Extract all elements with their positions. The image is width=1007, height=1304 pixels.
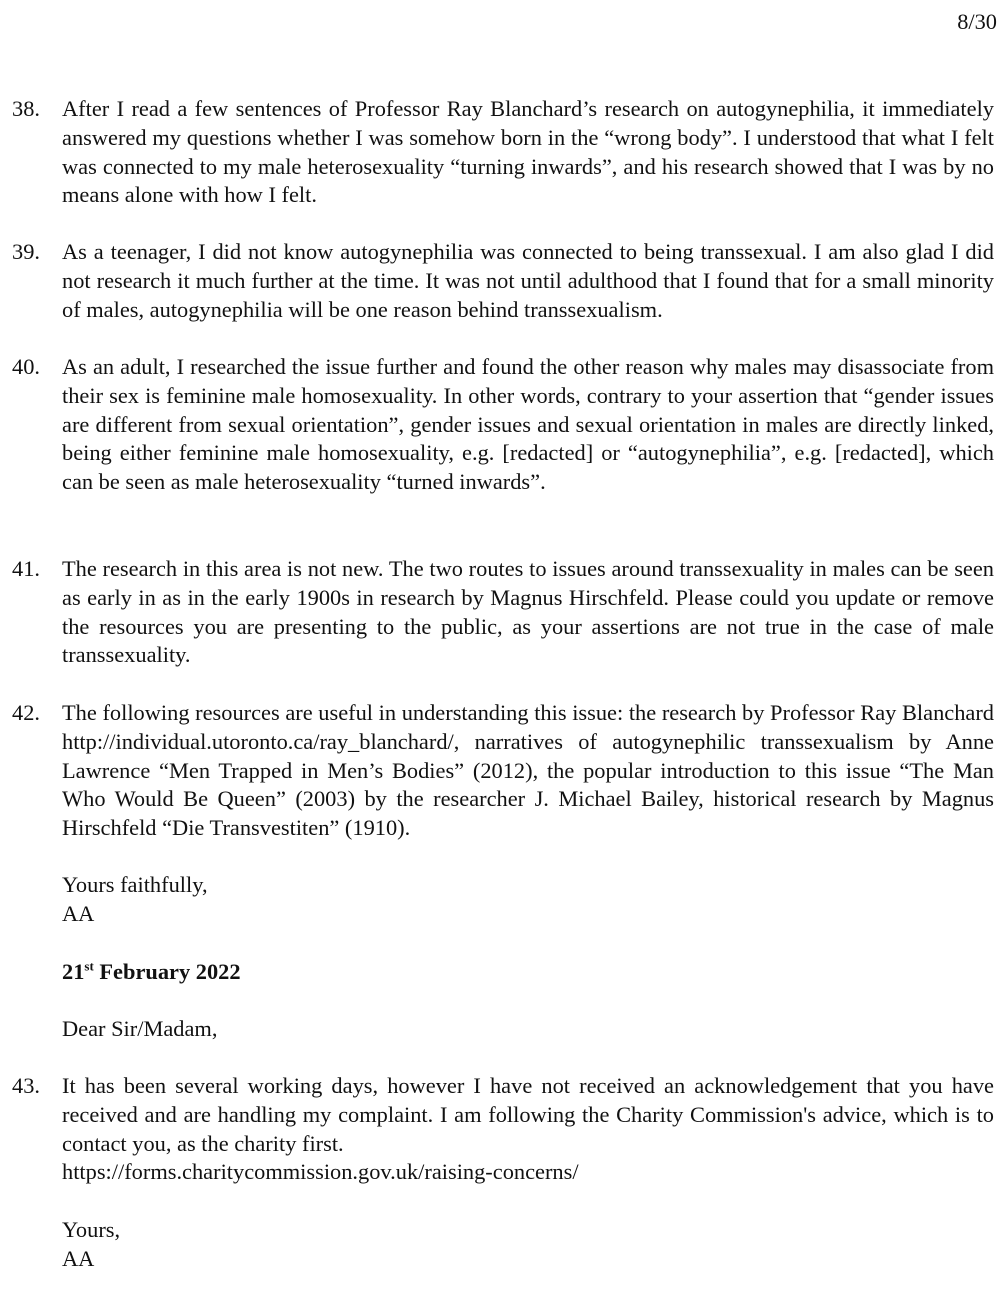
date-day: 21	[62, 959, 85, 984]
paragraph-42	[12, 699, 994, 843]
paragraph-38	[12, 95, 994, 210]
closing-block-1	[62, 871, 994, 929]
paragraph-number: 41.	[12, 556, 40, 581]
paragraph-41	[12, 555, 994, 670]
closing-phrase: Yours,	[62, 1217, 121, 1242]
paragraph-number: 40.	[12, 354, 40, 379]
date-day-suffix: st	[84, 958, 94, 974]
paragraph-number: 39.	[12, 239, 40, 264]
date-heading	[62, 958, 994, 987]
paragraph-text: After I read a few sentences of Professor Ray Blanchard’s research on autogynephilia, it immediately answered my questions whether I was somehow born in the “wrong body”. I understood that what I felt was connected to my male heterosexuality “turning inwards”, and his research showed that I was by no means alone with how I felt.	[62, 96, 994, 208]
paragraph-number: 42.	[12, 700, 40, 725]
paragraph-text: The following resources are useful in understanding this issue: the research by Professor Ray Blanchard http://individual.utoronto.ca/ray_blanchard/, narratives of autogynephilic transsexualism by Anne Lawrence “Men Trapped in Men’s Bodies” (2012), the popular introduction to this issue “The Man Who Would Be Queen” (2003) by the researcher J. Michael Bailey, historical research by Magnus Hirschfeld “Die Transvestiten” (1910).	[62, 700, 994, 841]
signature-name: AA	[62, 1245, 95, 1271]
paragraph-number: 38.	[12, 96, 40, 121]
paragraph-39	[12, 238, 994, 324]
closing-phrase: Yours faithfully,	[62, 872, 208, 897]
paragraph-number: 43.	[12, 1073, 40, 1098]
paragraph-text: The research in this area is not new. The two routes to issues around transsexuality in males can be seen as early in as in the early 1900s in research by Magnus Hirschfeld. Please could you update or remove the resources you are presenting to the public, as your assertions are not true in the case of male transsexuality.	[62, 556, 994, 668]
paragraph-text: As a teenager, I did not know autogynephilia was connected to being transsexual. I am also glad I did not research it much further at the time. It was not until adulthood that I found that for a small minority of males, autogynephilia will be one reason behind transsexualism.	[62, 239, 994, 322]
paragraph-text: It has been several working days, however I have not received an acknowledgement that you have received and are handling my complaint. I am following the Charity Commission's advice, which is to contact you, as the charity first.	[62, 1073, 994, 1156]
page-number: 8/30	[957, 9, 997, 34]
paragraph-text: As an adult, I researched the issue further and found the other reason why males may disassociate from their sex is feminine male homosexuality. In other words, contrary to your assertion that “gender issues are different from sexual orientation”, gender issues and sexual orientation in males are directly linked, being either feminine male homosexuality, e.g. [redacted] or “autogynephilia”, e.g. [redacted], which can be seen as male heterosexuality “turned inwards”.	[62, 354, 994, 495]
paragraph-40	[12, 353, 994, 497]
closing-block-2	[62, 1216, 994, 1274]
salutation: Dear Sir/Madam,	[62, 1016, 218, 1041]
charity-commission-link[interactable]: https://forms.charitycommission.gov.uk/raising-concerns/	[62, 1159, 579, 1185]
paragraph-43	[12, 1072, 994, 1187]
signature-name: AA	[62, 900, 95, 926]
date-month-year: February 2022	[93, 959, 241, 984]
